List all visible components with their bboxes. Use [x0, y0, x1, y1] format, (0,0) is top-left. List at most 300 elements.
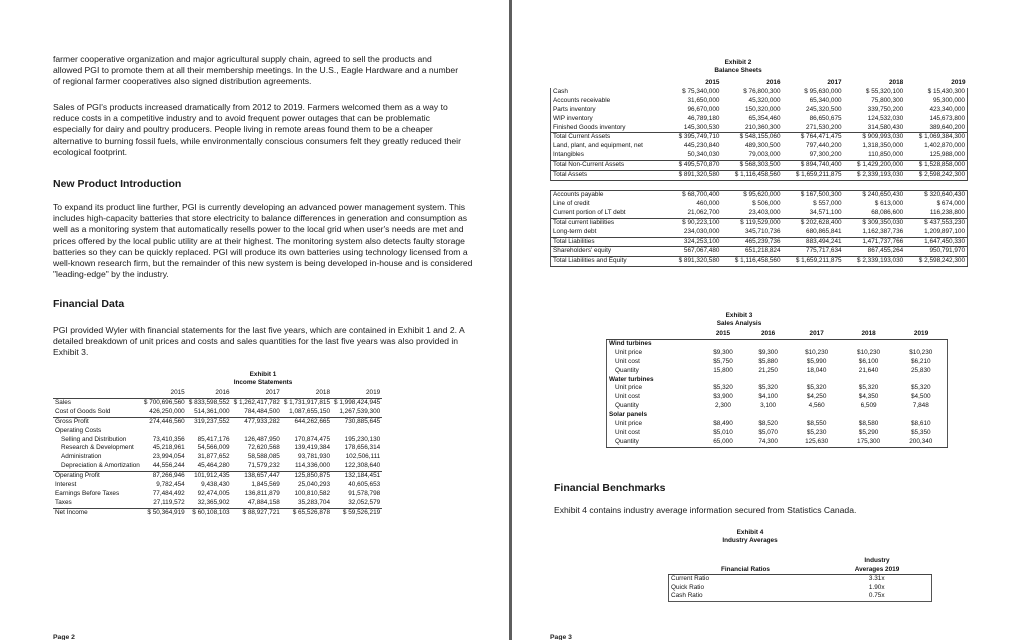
income-value	[142, 427, 187, 436]
liability-value: 1,162,387,736	[862, 227, 904, 235]
sales-value: 21,640	[858, 366, 879, 374]
asset-row	[551, 171, 968, 181]
year-header: 2019	[951, 79, 966, 86]
liability-row	[551, 257, 968, 267]
asset-value: 489,300,500	[744, 142, 781, 150]
income-value: 93,781,930	[298, 453, 331, 461]
liability-value: 68,086,600	[871, 208, 904, 216]
liability-value: 345,710,736	[744, 227, 781, 235]
asset-value: 145,300,530	[683, 123, 720, 131]
sales-row	[607, 358, 948, 367]
product-group-row	[607, 376, 948, 385]
income-value: 32,365,902	[197, 498, 230, 506]
income-row	[53, 508, 382, 517]
income-value: 122,308,640	[344, 462, 381, 470]
income-row	[53, 398, 382, 407]
product-group-name: Solar panels	[607, 411, 701, 420]
asset-value: 271,530,200	[806, 123, 842, 131]
income-row	[53, 499, 382, 508]
industry-column-line1: Industry	[864, 557, 890, 564]
asset-row-label: Total Non-Current Assets	[551, 161, 667, 171]
asset-row-label: Cash	[551, 88, 667, 97]
income-row-label: Operating Profit	[53, 472, 142, 481]
income-value: 91,578,798	[348, 489, 381, 497]
liability-value: $ 95,620,000	[721, 190, 782, 199]
exhibit3-title: Exhibit 3	[725, 312, 753, 319]
asset-value: 96,670,000	[687, 105, 720, 113]
ratio-value: 0.75x	[823, 592, 932, 601]
sales-row-label: Unit price	[607, 420, 701, 429]
liability-value: 1,209,897,100	[905, 228, 967, 237]
asset-value: $ 1,429,200,000	[844, 161, 906, 171]
income-value: 23,994,054	[152, 453, 185, 461]
liability-value: 34,571,100	[809, 208, 842, 216]
income-value: 35,283,704	[298, 498, 331, 506]
income-value: $ 59,526,219	[332, 508, 382, 517]
intro-paragraph: farmer cooperative organization and major agricultural supply chain, agreed to sell the products and allowed PGI to promote them at all their membership meetings. In the U.S., Eagle Hardware and a number of regional farmer cooperatives also signed distribution agreements.	[53, 54, 459, 87]
income-value: 85,417,176	[197, 435, 230, 443]
exhibit2-caption	[708, 59, 768, 75]
asset-value: $ 75,340,000	[682, 87, 720, 95]
income-value	[282, 427, 332, 436]
asset-row-label: Total Assets	[551, 171, 667, 181]
year-header: 2017	[827, 79, 842, 86]
asset-value: $ 764,471,475	[783, 133, 844, 142]
sales-value: 6,509	[860, 402, 877, 410]
sales-paragraph: Sales of PGI's products increased dramatically from 2012 to 2019. Farmers welcomed them as a way to reduce costs in a competitive industry and to avoid frequent power outages that can be problematic especially for dairy and poultry producers. People living in remote areas found them to be a cheaper alternative to burning fossil fuels, while environmentally conscious consumers felt they greatly reduced their ecological footprint.	[53, 102, 461, 157]
sales-value: $5,320	[758, 384, 778, 392]
asset-value: $ 395,749,710	[666, 133, 721, 142]
asset-value: 124,532,030	[867, 114, 904, 122]
sales-value: $8,610	[895, 420, 948, 429]
sales-value: $5,230	[806, 428, 827, 436]
page-2	[0, 0, 509, 640]
income-value: 100,810,582	[294, 489, 331, 497]
sales-value: 4,560	[808, 402, 825, 410]
income-value	[232, 427, 282, 436]
sales-row-label: Unit cost	[607, 393, 701, 402]
sales-row	[607, 349, 948, 358]
income-value: 45,218,961	[152, 444, 185, 452]
liability-value: $ 119,529,000	[721, 218, 782, 227]
asset-row	[551, 142, 968, 151]
sales-value: $4,350	[858, 393, 879, 401]
asset-row-label: WIP inventory	[551, 115, 667, 124]
sales-value: $5,010	[713, 428, 733, 436]
financial-benchmarks-heading: Financial Benchmarks	[554, 482, 666, 494]
asset-row	[551, 106, 968, 115]
asset-value: 79,003,000	[748, 151, 781, 159]
asset-row	[551, 124, 968, 133]
new-product-paragraph: To expand its product line further, PGI is currently developing an advanced power management system. This includes high-capacity batteries that store electricity to balance differences in generation and consumption as well as a monitoring system that automatically resells power to the local grid when user's needs are met and prices offered by the local public utility are at their highest. The monitoring system also detects faulty storage batteries so they can be quickly replaced. PGI will produce its own batteries using technology licensed from a well-known research firm, but the remainder of this new system is being developed in-house and is considered "leading-edge" by the industry.	[53, 202, 473, 280]
liability-value: 680,865,841	[806, 227, 842, 235]
income-row-label: Selling and Distribution	[61, 435, 127, 443]
asset-value: $ 894,740,400	[783, 161, 844, 171]
income-value: 114,336,000	[294, 462, 331, 470]
income-value: 1,845,569	[251, 481, 280, 489]
income-value: 47,884,158	[247, 498, 280, 506]
liability-value: 883,494,241	[783, 237, 844, 247]
income-row-label: Operating Costs	[55, 426, 102, 434]
liability-row	[551, 237, 968, 247]
financial-data-heading: Financial Data	[53, 298, 125, 310]
income-years-row	[53, 389, 382, 398]
ratio-value: 3.31x	[823, 575, 932, 584]
income-row	[53, 453, 382, 462]
exhibit1-title: Exhibit 1	[249, 371, 277, 378]
income-row	[53, 444, 382, 453]
liability-value: 234,030,000	[683, 227, 720, 235]
sales-row	[607, 393, 948, 402]
sales-value: 3,100	[760, 402, 777, 410]
sales-value: $10,230	[895, 349, 948, 358]
sales-value: $4,250	[806, 393, 827, 401]
balance-years-row	[551, 79, 968, 88]
asset-row	[551, 88, 968, 97]
income-row	[53, 481, 382, 490]
sales-row-label: Unit cost	[607, 358, 701, 367]
liability-value: $ 202,628,400	[783, 218, 844, 227]
income-row	[53, 427, 382, 436]
liability-row-label: Total Liabilities and Equity	[551, 257, 667, 267]
income-value: 40,605,653	[348, 481, 381, 489]
asset-value: $ 95,630,000	[804, 87, 842, 95]
sales-value: $5,880	[758, 357, 778, 365]
asset-value: 339,750,200	[867, 105, 904, 113]
sales-value: $10,230	[857, 348, 881, 356]
income-value: 44,556,244	[152, 462, 185, 470]
sales-value: $5,990	[806, 357, 827, 365]
income-value: 45,464,280	[197, 462, 230, 470]
income-value: 274,446,560	[142, 417, 187, 426]
exhibit3-caption	[707, 312, 771, 328]
sales-years-row	[607, 330, 948, 339]
income-value: 77,484,492	[152, 489, 185, 497]
asset-value: 210,360,300	[744, 123, 781, 131]
sales-row-label: Quantity	[607, 402, 701, 411]
asset-value: 86,650,675	[809, 114, 842, 122]
income-value: 9,782,454	[156, 481, 185, 489]
liability-row-label: Current portion of LT debt	[551, 209, 667, 218]
income-row-label: Sales	[55, 398, 71, 406]
year-header: 2016	[187, 389, 232, 398]
income-value: 132,184,451	[332, 472, 382, 481]
income-value: 71,579,232	[247, 462, 280, 470]
liability-value: 460,000	[696, 199, 720, 207]
sales-value: 200,340	[895, 438, 948, 447]
liability-row-label: Shareholders' equity	[551, 247, 667, 257]
industry-averages-header	[669, 557, 932, 566]
product-group-row	[607, 411, 948, 420]
sales-value: 125,630	[791, 438, 843, 447]
asset-value: 1,402,870,000	[905, 142, 967, 151]
exhibit1-subtitle: Income Statements	[233, 379, 293, 386]
liability-value: 21,062,700	[687, 208, 720, 216]
balance-sheet	[550, 79, 968, 267]
exhibit4-title: Exhibit 4	[736, 529, 764, 536]
asset-value: 110,850,000	[868, 151, 904, 159]
balance-spacer	[551, 180, 968, 190]
income-value: 195,230,130	[344, 435, 381, 443]
liability-value: 1,471,737,766	[844, 237, 906, 247]
liability-row	[551, 209, 968, 218]
income-value: 31,877,652	[197, 453, 230, 461]
asset-row	[551, 133, 968, 142]
liability-value: $ 167,500,300	[783, 190, 844, 199]
sales-value: $4,100	[758, 393, 778, 401]
income-statement	[53, 389, 382, 518]
asset-value: $ 76,800,300	[743, 87, 781, 95]
sales-row	[607, 367, 948, 376]
sales-value: $5,320	[713, 384, 733, 392]
asset-value: 245,320,500	[806, 105, 842, 113]
income-value: 1,267,539,300	[339, 407, 381, 415]
year-header: 2018	[888, 79, 904, 86]
industry-averages	[668, 557, 932, 602]
asset-value: 50,340,030	[687, 151, 720, 159]
income-value: $ 1,262,417,782	[233, 398, 280, 406]
income-value: 101,912,435	[187, 472, 232, 481]
income-value: 1,087,655,150	[289, 407, 331, 415]
income-value: 58,588,085	[247, 453, 280, 461]
liability-row-label: Accounts payable	[551, 190, 667, 199]
sales-row	[607, 384, 948, 393]
sales-value: 18,040	[806, 366, 827, 374]
sales-row-label: Quantity	[607, 367, 701, 376]
ratio-label: Quick Ratio	[669, 584, 823, 593]
sales-value: 15,800	[713, 366, 733, 374]
liability-value: $ 1,116,458,560	[721, 257, 782, 267]
sales-row	[607, 429, 948, 438]
asset-value: $ 55,320,100	[865, 87, 904, 95]
income-row-label: Net Income	[53, 508, 142, 517]
sales-value: $9,300	[713, 348, 733, 356]
sales-value: 65,000	[700, 438, 745, 447]
income-row	[53, 436, 382, 445]
asset-value: 45,320,000	[748, 96, 781, 104]
year-header: 2015	[142, 389, 187, 398]
sales-value: $8,490	[713, 420, 733, 428]
income-value: 54,566,009	[197, 444, 230, 452]
sales-value: $5,290	[858, 428, 879, 436]
income-value: 27,119,572	[153, 498, 185, 506]
asset-value: 423,340,000	[905, 106, 967, 115]
income-value: 32,052,579	[348, 498, 381, 506]
exhibit4-subtitle: Industry Averages	[722, 537, 778, 544]
income-value: $ 60,108,103	[187, 508, 232, 517]
year-header: 2018	[843, 330, 895, 339]
income-value: 170,874,475	[294, 435, 331, 443]
product-group-name: Water turbines	[607, 376, 701, 385]
liability-value: 950,791,970	[905, 247, 967, 257]
industry-averages-table	[668, 557, 932, 602]
liability-value: 23,403,000	[748, 208, 781, 216]
income-value: $ 50,364,919	[142, 508, 187, 517]
liability-value: $ 90,223,100	[666, 218, 721, 227]
asset-value: 46,789,180	[687, 114, 720, 122]
sales-analysis	[606, 330, 948, 448]
liability-row-label: Total Liabilities	[551, 237, 667, 247]
year-header: 2017	[232, 389, 282, 398]
exhibit4-caption	[720, 529, 780, 545]
liability-value: $ 506,000	[752, 199, 781, 207]
sales-value: $5,350	[895, 429, 948, 438]
income-value: 92,474,005	[197, 489, 230, 497]
asset-value: 125,988,000	[905, 151, 967, 160]
liability-value: 1,647,450,330	[905, 237, 967, 247]
sales-value: $9,300	[758, 348, 778, 356]
sales-value: $6,100	[858, 357, 879, 365]
balance-sheet-table	[550, 79, 968, 267]
asset-value: $ 15,430,300	[905, 88, 967, 97]
page-3	[512, 0, 1024, 640]
sales-value: $8,580	[858, 420, 879, 428]
ratio-row	[669, 584, 932, 593]
income-row-label: Administration	[61, 453, 102, 461]
income-value: 730,885,645	[332, 417, 382, 426]
liability-value: $ 674,000	[905, 200, 967, 209]
liability-row	[551, 200, 968, 209]
income-value: 136,811,879	[244, 489, 280, 497]
ratio-row	[669, 592, 932, 601]
income-value: 139,419,384	[294, 444, 331, 452]
ratio-label: Cash Ratio	[669, 592, 823, 601]
sales-value: $5,320	[895, 384, 948, 393]
sales-value: $5,070	[758, 428, 778, 436]
income-row-label: Cost of Goods Sold	[55, 407, 111, 415]
income-value: $ 700,696,560	[143, 398, 185, 406]
page-number-left: Page 2	[53, 634, 75, 640]
sales-value: 7,848	[895, 402, 948, 411]
liability-value: 116,238,800	[905, 209, 967, 218]
liability-row-label: Long-term debt	[551, 228, 667, 237]
income-row	[53, 417, 382, 426]
year-header: 2015	[700, 330, 745, 339]
income-value: 138,657,447	[232, 472, 282, 481]
liability-value: $ 891,320,580	[666, 257, 721, 267]
income-row	[53, 490, 382, 499]
sales-analysis-table	[606, 330, 948, 448]
liability-value: 324,253,100	[666, 237, 721, 247]
asset-value: 445,230,840	[683, 142, 720, 150]
ratio-row	[669, 575, 932, 584]
asset-value: $ 1,659,211,875	[783, 171, 844, 181]
asset-value: 75,800,300	[871, 96, 904, 104]
asset-value: 97,300,200	[809, 151, 842, 159]
income-value: 87,266,946	[142, 472, 187, 481]
sales-value: $5,320	[858, 384, 879, 392]
new-product-heading: New Product Introduction	[53, 178, 182, 190]
liability-value: 651,218,824	[721, 247, 782, 257]
income-row-label: Earnings Before Taxes	[55, 489, 120, 497]
industry-column-line2: Averages 2019	[823, 566, 932, 575]
income-value: 477,933,282	[232, 417, 282, 426]
asset-value: 31,650,000	[687, 96, 720, 104]
sales-row-label: Unit cost	[607, 429, 701, 438]
asset-row-label: Accounts receivable	[551, 97, 667, 106]
liability-value: $ 557,000	[813, 199, 842, 207]
income-value: $ 65,526,878	[282, 508, 332, 517]
asset-value: $ 495,570,870	[666, 161, 721, 171]
income-value: 73,410,356	[152, 435, 185, 443]
exhibit1-caption	[53, 371, 473, 387]
income-value: 426,250,000	[149, 407, 185, 415]
asset-row	[551, 161, 968, 171]
income-value: 102,506,111	[345, 453, 381, 461]
asset-value: $ 909,993,030	[844, 133, 906, 142]
sales-value: 25,830	[895, 367, 948, 376]
product-group-name: Wind turbines	[607, 339, 701, 348]
asset-value: 65,340,000	[809, 96, 842, 104]
liability-value: $ 2,598,242,300	[905, 257, 967, 267]
page-number-right: Page 3	[550, 634, 572, 640]
year-header: 2016	[746, 330, 791, 339]
income-row-label: Interest	[55, 481, 77, 489]
income-value: 514,361,000	[194, 407, 230, 415]
sales-value: $8,520	[758, 420, 778, 428]
sales-row-label: Unit price	[607, 384, 701, 393]
year-header: 2019	[332, 389, 382, 398]
liability-value: 867,455,264	[844, 247, 906, 257]
asset-value: $ 1,116,458,560	[721, 171, 782, 181]
liability-value: 567,067,480	[666, 247, 721, 257]
asset-value: 797,440,200	[806, 142, 842, 150]
sales-value: 74,300	[746, 438, 791, 447]
asset-row-label: Parts inventory	[551, 106, 667, 115]
liability-value: $ 309,350,030	[844, 218, 906, 227]
income-value	[187, 427, 232, 436]
income-value: 319,237,552	[187, 417, 232, 426]
income-value: 9,438,430	[201, 481, 230, 489]
income-value: 72,620,568	[247, 444, 280, 452]
ratio-value: 1.90x	[823, 584, 932, 593]
liability-row-label: Total current liabilities	[551, 218, 667, 227]
income-row-label: Gross Profit	[53, 417, 142, 426]
liability-value: $ 437,553,230	[905, 218, 967, 227]
sales-row	[607, 402, 948, 411]
exhibit2-subtitle: Balance Sheets	[714, 67, 762, 74]
sales-row	[607, 438, 948, 447]
liability-value: $ 2,339,193,030	[844, 257, 906, 267]
product-group-row	[607, 339, 948, 348]
sales-value: 175,300	[843, 438, 895, 447]
income-value: $ 1,998,424,945	[334, 398, 381, 406]
sales-value: 21,250	[758, 366, 778, 374]
financial-data-paragraph: PGI provided Wyler with financial statements for the last five years, which are contained in Exhibit 1 and 2. A detailed breakdown of unit prices and costs and sales quantities for the last five years was also provided in Exhibit 3.	[53, 325, 465, 358]
exhibit2-title: Exhibit 2	[724, 59, 752, 66]
liability-row	[551, 247, 968, 257]
income-value: 178,656,314	[344, 444, 381, 452]
liability-row-label: Line of credit	[551, 200, 667, 209]
asset-value: $ 548,155,060	[721, 133, 782, 142]
sales-value: $4,500	[895, 393, 948, 402]
asset-value: 145,673,800	[905, 115, 967, 124]
asset-value: $ 2,339,193,030	[844, 171, 906, 181]
income-value: 784,484,500	[244, 407, 280, 415]
asset-value: 1,318,350,000	[862, 142, 904, 150]
liability-value: $ 320,640,430	[905, 190, 967, 199]
asset-value: $ 1,528,858,000	[905, 161, 967, 171]
ratios-column-header: Financial Ratios	[669, 566, 823, 575]
year-header: 2015	[705, 79, 720, 86]
asset-value: $ 568,303,500	[721, 161, 782, 171]
asset-row-label: Finished Goods inventory	[551, 124, 667, 133]
liability-row	[551, 190, 968, 199]
sales-value: $3,900	[713, 393, 733, 401]
asset-value: $ 2,598,242,300	[905, 171, 967, 181]
income-row-label: Depreciation & Amortization	[61, 462, 140, 470]
income-row-label: Taxes	[55, 498, 72, 506]
